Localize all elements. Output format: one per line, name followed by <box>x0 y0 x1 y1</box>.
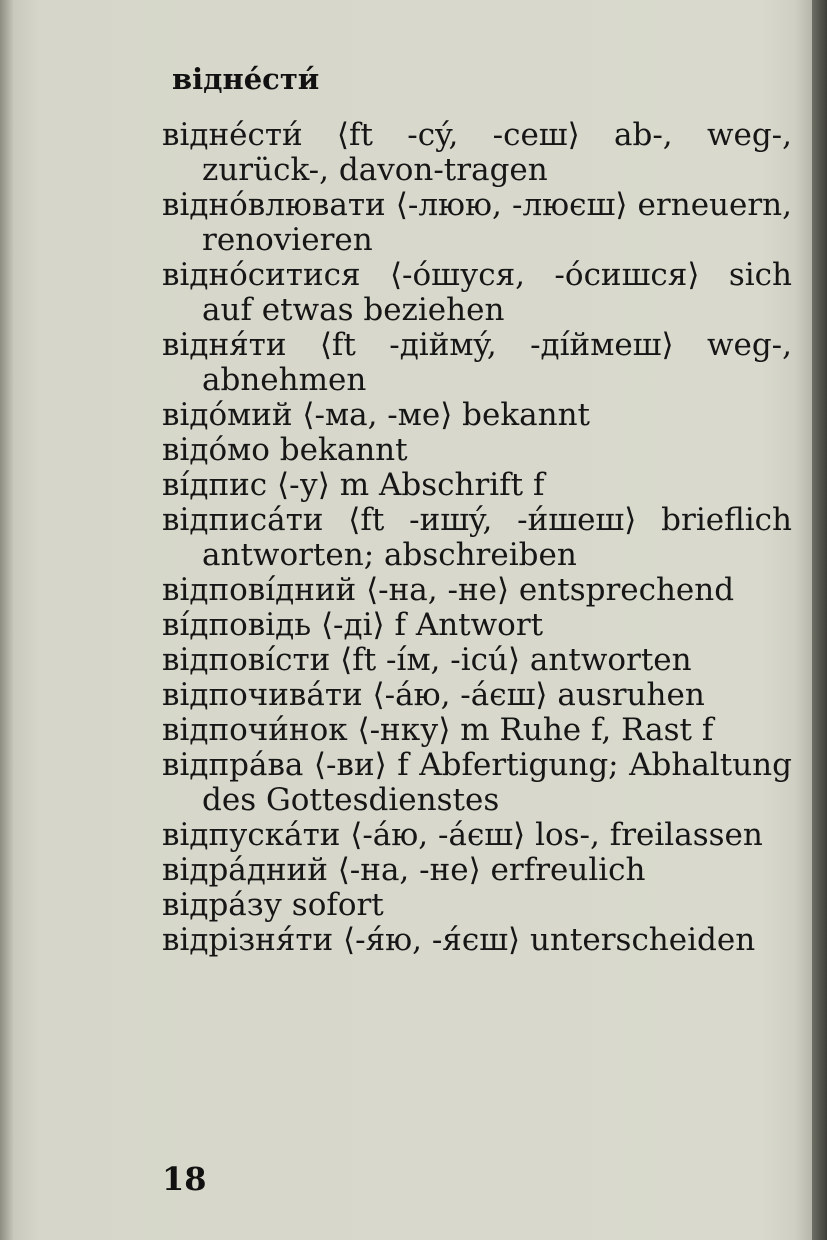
list-item: відрáзу sofort <box>162 887 384 923</box>
list-item: ві́дпис ⟨-у⟩ m Abschrift f <box>162 467 545 503</box>
page-number: 18 <box>162 1160 207 1198</box>
list-item: відпускáти ⟨-áю, -áєш⟩ los-, freilassen <box>162 817 763 853</box>
list-item: відповíсти ⟨ft -íм, -ісú⟩ antworten <box>162 642 692 678</box>
list-item: відпрáва ⟨-ви⟩ f Abfertigung; Abhaltung des Gottesdienstes <box>162 747 792 818</box>
list-item: віднóситися ⟨-óшуся, -óсишся⟩ sich auf etwas beziehen <box>162 257 792 328</box>
list-item: відрізня́ти ⟨-я́ю, -я́єш⟩ unterscheiden <box>162 922 756 958</box>
list-item: відрáдний ⟨-на, -не⟩ erfreulich <box>162 852 646 888</box>
list-item: віднóвлювати ⟨-люю, -люєш⟩ erneuern, renovieren <box>162 187 792 258</box>
list-item: відóмий ⟨-ма, -ме⟩ bekannt <box>162 397 591 433</box>
list-item: відписáти ⟨ft -ишý, -и́шеш⟩ brieflich antworten; abschreiben <box>162 502 792 573</box>
list-item: відпочивáти ⟨-áю, -áєш⟩ ausruhen <box>162 677 705 713</box>
list-item: відпові́дний ⟨-на, -не⟩ entsprechend <box>162 572 735 608</box>
page-edge <box>812 0 827 1240</box>
list-item: відпочи́нок ⟨-нку⟩ m Ruhe f, Rast f <box>162 712 714 748</box>
list-item: відóмо bekannt <box>162 432 408 468</box>
list-item: відня́ти ⟨ft -діймý, -ді́ймеш⟩ weg-, abnehmen <box>162 327 792 398</box>
dictionary-entries <box>162 118 792 958</box>
running-head: віднéсти́ <box>172 62 320 96</box>
list-item: віднéсти́ ⟨ft -сý, -сеш⟩ ab-, weg-, zurück-, davon-tragen <box>162 117 792 188</box>
list-item: ві́дповідь ⟨-ді⟩ f Antwort <box>162 607 544 643</box>
